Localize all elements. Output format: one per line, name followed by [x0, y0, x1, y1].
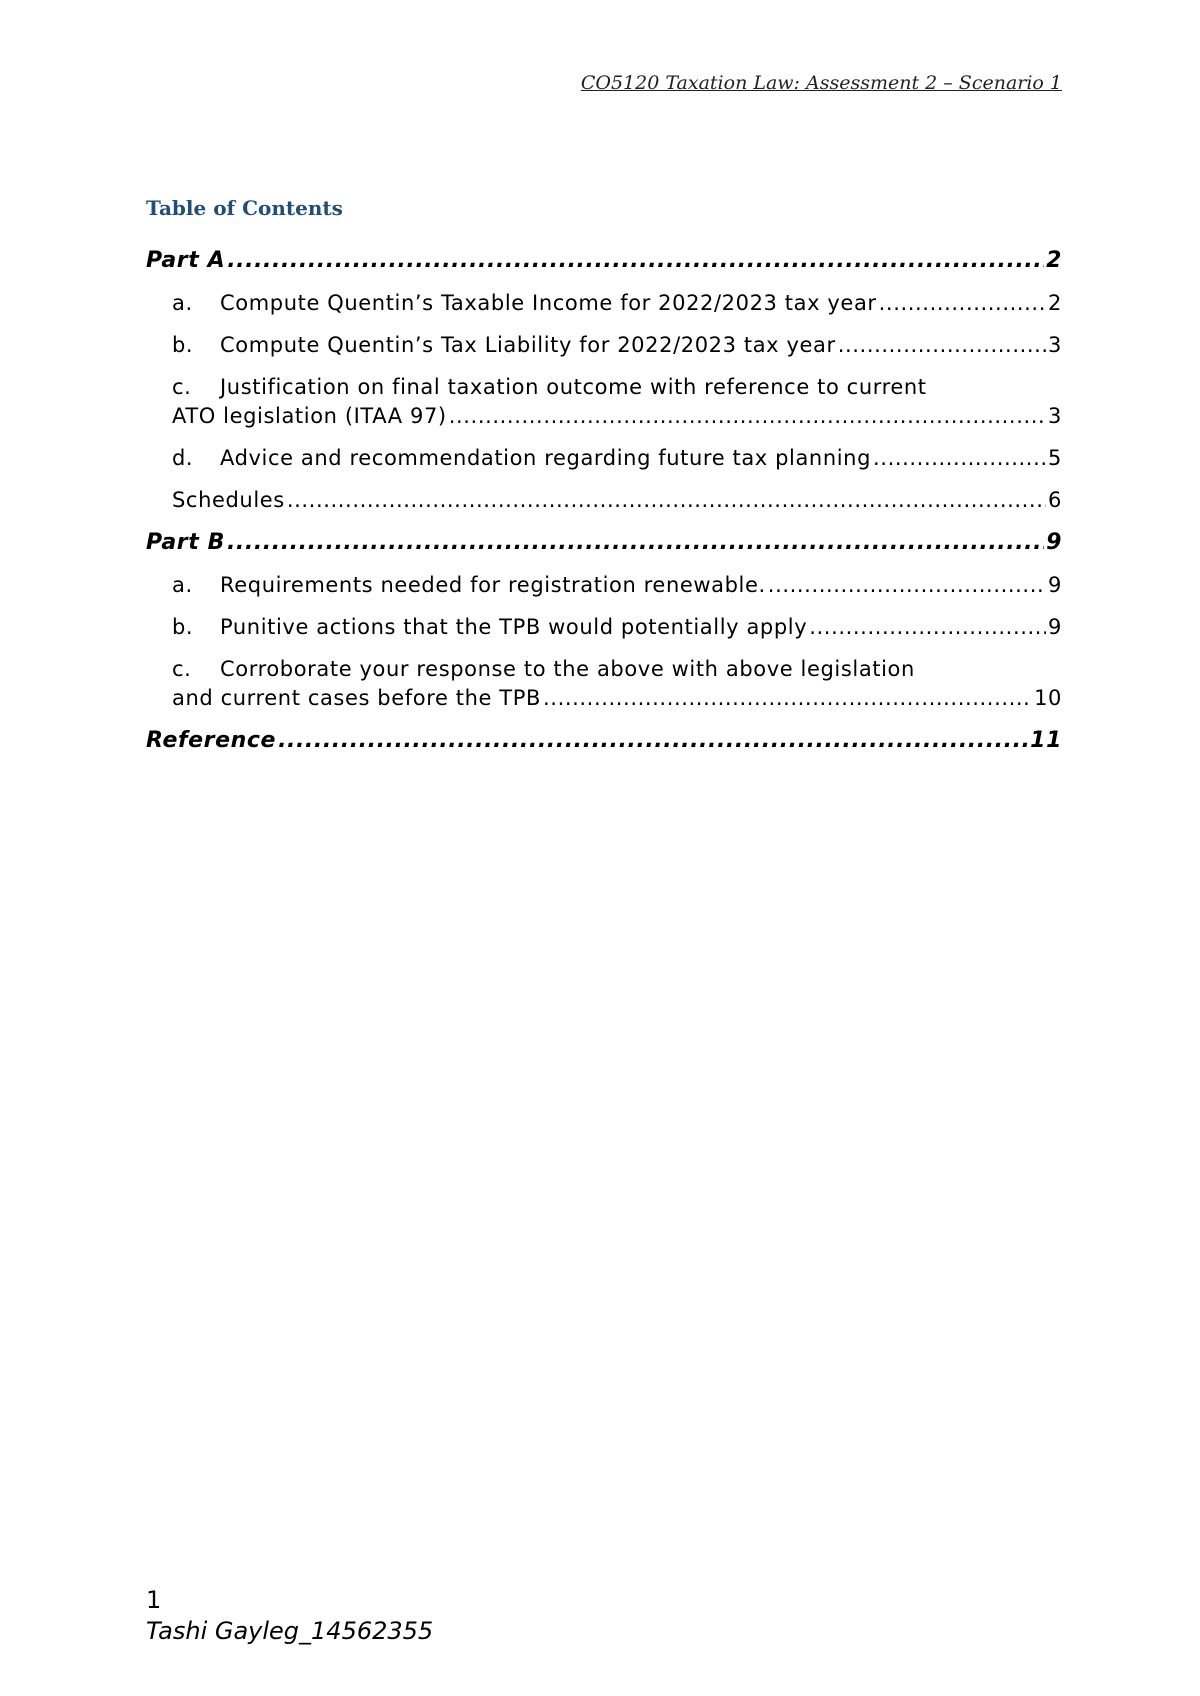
toc-entry-label: Schedules: [172, 488, 285, 512]
footer-author: Tashi Gayleg_14562355: [146, 1617, 434, 1645]
dot-leader: [278, 726, 1028, 755]
toc-entry-label: Punitive actions that the TPB would potentially apply: [220, 615, 808, 639]
toc-entry-label: Compute Quentin’s Tax Liability for 2022/2023 tax year: [220, 333, 836, 357]
toc-entry-part-a[interactable]: [146, 246, 1062, 275]
toc-page-number: 6: [1048, 488, 1062, 512]
dot-leader: [227, 528, 1044, 557]
dot-leader: [768, 571, 1046, 600]
toc-entry-label: Part B: [146, 530, 225, 555]
dot-leader: [838, 331, 1046, 360]
toc-entry-marker: b.: [172, 615, 194, 639]
toc-page-number: 5: [1048, 446, 1062, 470]
toc-entry-label-continued: ATO legislation (ITAA 97): [172, 404, 447, 428]
toc-entry-label: Corroborate your response to the above with above legislation: [220, 657, 915, 681]
toc-entry-label: Reference: [146, 728, 277, 753]
toc-entry-label: Requirements needed for registration renewable.: [220, 573, 766, 597]
toc-entry-label: Justification on final taxation outcome with reference to current: [220, 375, 927, 399]
toc-page-number: 9: [1048, 573, 1062, 597]
toc-entry-b-c[interactable]: [146, 655, 1062, 713]
table-of-contents: [146, 246, 1062, 769]
toc-entry-label: Compute Quentin’s Taxable Income for 2022/2023 tax year: [220, 291, 877, 315]
toc-entry-a-b[interactable]: [146, 331, 1062, 360]
dot-leader: [543, 684, 1032, 713]
toc-entry-label: Advice and recommendation regarding future tax planning: [220, 446, 872, 470]
toc-page-number: 2: [1046, 248, 1062, 273]
toc-page-number: 10: [1034, 686, 1062, 710]
toc-page-number: 9: [1048, 615, 1062, 639]
toc-entry-reference[interactable]: [146, 726, 1062, 755]
dot-leader: [809, 613, 1046, 642]
toc-entry-b-a[interactable]: [146, 571, 1062, 600]
toc-entry-schedules[interactable]: [146, 486, 1062, 515]
dot-leader: [227, 246, 1044, 275]
toc-page-number: 3: [1048, 404, 1062, 428]
toc-entry-label: Part A: [146, 248, 226, 273]
page-number: 1: [146, 1586, 162, 1614]
toc-title: Table of Contents: [146, 196, 343, 220]
dot-leader: [449, 402, 1046, 431]
toc-entry-marker: c.: [172, 657, 192, 681]
page-header: CO5120 Taxation Law: Assessment 2 – Scenario 1: [580, 72, 1062, 94]
toc-entry-marker: c.: [172, 375, 192, 399]
toc-entry-a-c[interactable]: [146, 373, 1062, 431]
toc-page-number: 11: [1030, 728, 1062, 753]
dot-leader: [879, 289, 1046, 318]
toc-entry-marker: a.: [172, 573, 193, 597]
toc-entry-label-continued: and current cases before the TPB: [172, 686, 542, 710]
toc-entry-a-d[interactable]: [146, 444, 1062, 473]
toc-entry-a-a[interactable]: [146, 289, 1062, 318]
toc-entry-marker: b.: [172, 333, 194, 357]
toc-page-number: 3: [1048, 333, 1062, 357]
toc-page-number: 2: [1048, 291, 1062, 315]
toc-entry-marker: a.: [172, 291, 193, 315]
toc-entry-part-b[interactable]: [146, 528, 1062, 557]
toc-entry-b-b[interactable]: [146, 613, 1062, 642]
toc-entry-marker: d.: [172, 446, 194, 470]
toc-page-number: 9: [1046, 530, 1062, 555]
dot-leader: [873, 444, 1046, 473]
dot-leader: [287, 486, 1046, 515]
